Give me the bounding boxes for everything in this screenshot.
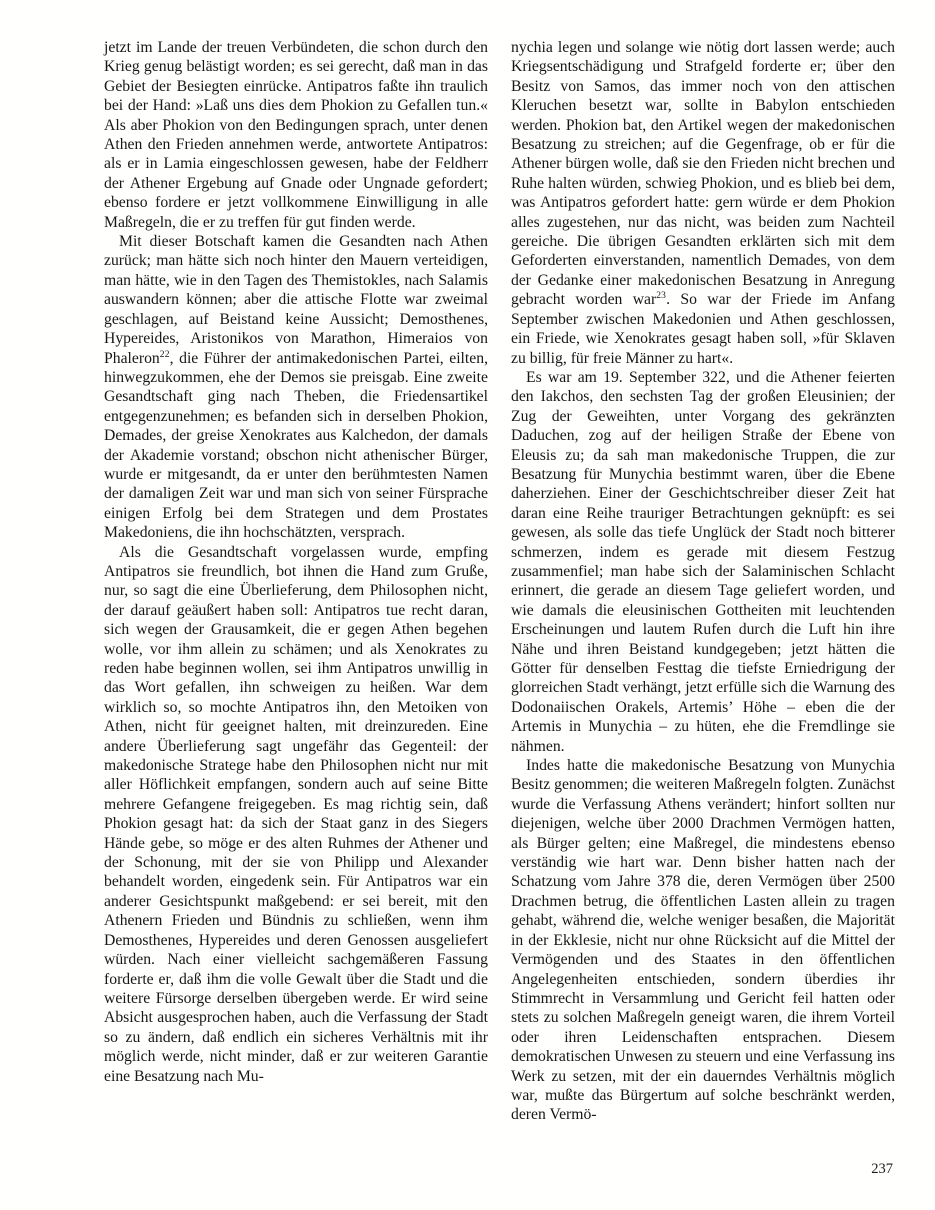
footnote-reference: 23 xyxy=(656,291,667,302)
text-run: nychia legen und solange wie nötig dort lassen werde; auch Kriegsentschädigung und Strafgeld forderte er; über den Besitz von Samos, das immer noch von den attischen Kleruchen besetzt war, sollte in Babylon entschieden werden. Phokion bat, den Artikel wegen der makedonischen Besatzung zu streichen; auf die Gegenfrage, ob er für die Athener bürgen wolle, daß sie den Frieden nicht brechen und Ruhe halten würden, schwieg Phokion, und es blieb bei dem, was Antipatros gefordert hatte: gern würde er dem Phokion alles zugestehen, nur das nicht, was beiden zum Nachteil gereiche. Die übrigen Gesandten erklärten sich mit dem Geforderten einverstanden, namentlich Demades, von dem der Gedanke einer makedonischen Besatzung in Anregung gebracht worden war xyxy=(511,39,895,309)
paragraph xyxy=(104,232,488,543)
paragraph xyxy=(104,543,488,1086)
paragraph xyxy=(104,38,488,232)
paragraph xyxy=(511,368,895,756)
text-run: Mit dieser Botschaft kamen die Gesandten nach Athen zurück; man hätte sich noch hinter den Mauern verteidigen, man hätte, wie in den Tagen des Themistokles, nach Salamis auswandern können; aber die attische Flotte war zweimal geschlagen, auf Beistand keine Aussicht; Demosthenes, Hypereides, Aristonikos von Marathon, Himeraios von Phaleron xyxy=(104,233,488,367)
footnote-reference: 22 xyxy=(159,349,170,360)
paragraph xyxy=(511,756,895,1125)
text-run: . So war der Friede im Anfang September zwischen Makedonien und Athen geschlossen, ein Friede, wie Xenokrates gesagt haben soll, »für Sklaven zu billig, für freie Männer zu hart«. xyxy=(511,291,895,367)
text-columns xyxy=(104,38,895,1125)
text-run: Als die Gesandtschaft vorgelassen wurde, empfing Antipatros sie freundlich, bot ihnen die Hand zum Gruße, nur, so sagt die eine Überlieferung, dem Philosophen nicht, der darauf geäußert haben soll: Antipatros tue recht daran, sich wegen der Grausamkeit, die er gegen Athen begehen wolle, vor ihm allein zu schämen; und als Xenokrates zu reden habe beginnen wollen, sei ihm Antipatros unwillig in das Wort gefallen, ihn schweigen zu heißen. War dem wirklich so, so mochte Antipatros ihn, den Metoiken von Athen, nicht für geeignet halten, mit dreinzureden. Eine andere Überlieferung sagt ungefähr das Gegenteil: der makedonische Stratege habe den Philosophen nicht nur mit aller Höflichkeit empfangen, sondern auch auf seine Bitte mehrere Gefangene freigegeben. Es mag richtig sein, daß Phokion gesagt hat: da sich der Staat ganz in des Siegers Hände gebe, so möge er des alten Ruhmes der Athener und der Schonung, mit der sie von Philipp und Alexander behandelt worden, eingedenk sein. Für Antipatros war ein anderer Gesichtspunkt maßgebend: er sei bereit, mit den Athenern Frieden und Bündnis zu schließen, wenn ihm Demosthenes, Hypereides und deren Genossen ausgeliefert würden. Nach einer vielleicht sachgemäßeren Fassung forderte er, daß ihm die volle Gewalt über die Stadt und die weitere Fürsorge derselben übergeben werde. Er wird seine Absicht ausgesprochen haben, auch die Verfassung der Stadt so zu ändern, daß endlich ein sicheres Verhältnis mit ihr möglich werde, nicht minder, daß er zur weiteren Garantie eine Besatzung nach Mu- xyxy=(104,543,488,1085)
text-run: Es war am 19. September 322, und die Athener feierten den Iakchos, den sechsten Tag der großen Eleusinien; der Zug der Geweihten, unter Vorgang des gekränzten Daduchen, zog auf der heiligen Straße der Ebene von Eleusis zu; da sah man makedonische Truppen, die zur Besatzung für Munychia bestimmt waren, über die Ebene daherziehen. Einer der Geschichtschreiber dieser Zeit hat daran eine Reihe trauriger Betrachtungen geknüpft: es sei gewesen, als solle das tiefe Unglück der Stadt noch bitterer schmerzen, indem es gerade mit diesem Festzug zusammenfiel; man habe sich der Salaminischen Schlacht erinnert, die gerade an diesem Tage geliefert worden, und wie damals die eleusinischen Gottheiten mit leuchtenden Erscheinungen und lautem Rufen durch die Luft hin ihre Nähe und ihren Beistand kundgegeben; jetzt hätten die Götter für denselben Festtag die tiefste Erniedrigung der glorreichen Stadt verhängt, jetzt erfülle sich die Warnung des Dodonaiischen Orakels, Artemis’ Höhe – eben die der Artemis in Munychia – zu hüten, ehe die Fremdlinge sie nähmen. xyxy=(511,368,895,755)
text-column-right xyxy=(511,38,895,1125)
text-column-left xyxy=(104,38,488,1125)
page-number: 237 xyxy=(871,1161,893,1177)
paragraph xyxy=(511,38,895,368)
text-run: , die Führer der antimakedonischen Partei, eilten, hinwegzukommen, ehe der Demos sie preisgab. Eine zweite Gesandtschaft ging nach Theben, die Friedensartikel entgegenzunehmen; es befanden sich in derselben Phokion, Demades, der greise Xenokrates aus Kalchedon, der damals der Akademie vorstand; obschon nicht athenischer Bürger, wurde er mitgesandt, da er unter den berühmtesten Namen der damaligen Zeit war und man sich von seiner Fürsprache einigen Erfolg bei dem Strategen und dem Prostates Makedoniens, die ihn hochschätzten, versprach. xyxy=(104,349,488,542)
text-run: Indes hatte die makedonische Besatzung von Munychia Besitz genommen; die weiteren Maßregeln folgten. Zunächst wurde die Verfassung Athens verändert; hinfort sollten nur diejenigen, welche über 2000 Drachmen Vermögen hatten, als Bürger gelten; eine Maßregel, die mindestens ebenso verständig wie hart war. Denn bisher hatten nach der Schatzung vom Jahre 378 die, deren Vermögen über 2500 Drachmen betrug, die öffentlichen Lasten allein zu tragen gehabt, während die, welche weniger besaßen, die Majorität in der Ekklesie, nicht nur ohne Rücksicht auf die Mittel der Vermögenden und des Staates in den öffentlichen Angelegenheiten entschieden, sondern überdies ihr Stimmrecht in Versammlung und Gericht feil hatten oder stets zu solchen Maßregeln geneigt waren, die ihrem Vorteil oder ihren Leidenschaften entsprachen. Diesem demokratischen Unwesen zu steuern und eine Verfassung ins Werk zu setzen, mit der ein dauerndes Verhältnis möglich war, mußte das Bürgertum auf solche beschränkt werden, deren Vermö- xyxy=(511,757,895,1124)
text-run: jetzt im Lande der treuen Verbündeten, die schon durch den Krieg genug belästigt worden; es sei gerecht, daß man in das Gebiet der Besiegten einrücke. Antipatros faßte ihn traulich bei der Hand: »Laß uns dies dem Phokion zu Gefallen tun.« Als aber Phokion von den Bedingungen sprach, unter denen Athen den Frieden annehmen werde, antwortete Antipatros: als er in Lamia eingeschlossen gewesen, habe der Feldherr der Athener Ergebung auf Gnade oder Ungnade gefordert; ebenso fordere er jetzt vollkommene Einwilligung in alle Maßregeln, die er zu treffen für gut finden werde. xyxy=(104,39,488,231)
